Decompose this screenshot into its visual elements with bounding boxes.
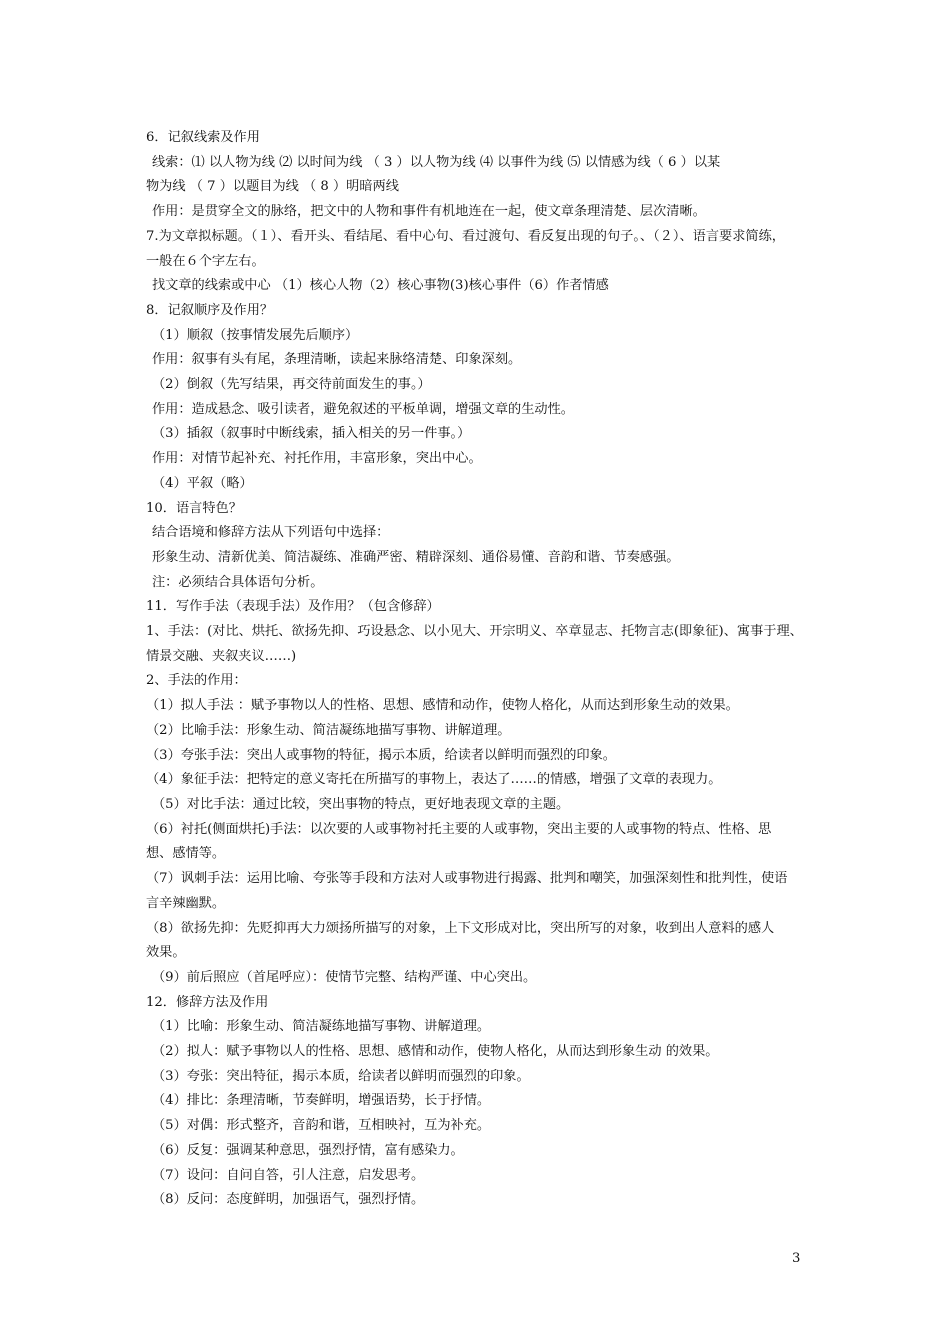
heading-narrative-clue: 6．记叙线索及作用 [146, 130, 260, 145]
list-item-satire-technique-cont: 言辛辣幽默。 [146, 895, 226, 911]
paragraph-language-options: 形象生动、清新优美、简洁凝练、准确严密、精辟深刻、通俗易懂、音韵和谐、节奏感强。 [152, 549, 680, 565]
paragraph-language-note: 注：必须结合具体语句分析。 [152, 574, 324, 590]
list-item-rhetoric-parallelism: （4）排比：条理清晰，节奏鲜明，增强语势，长于抒情。 [152, 1093, 491, 1109]
list-item-foil-technique: （6）衬托(侧面烘托)手法：以次要的人或事物衬托主要的人或事物，突出主要的人或事物的特点、性格、思 [146, 821, 772, 837]
list-item-suppress-praise-technique: （8）欲扬先抑：先贬抑再大力颂扬所描写的对象，上下文形成对比，突出所写的对象，收到出人意料的感人 [146, 920, 775, 936]
list-item-flashback: （2）倒叙（先写结果，再交待前面发生的事。） [152, 377, 431, 393]
paragraph-clue-types-cont: 物为线 （ 7 ）以题目为线 （ 8 ）明暗两线 [146, 179, 399, 195]
list-item-rhetoric-metaphor: （1）比喻：形象生动、简洁凝练地描写事物、讲解道理。 [152, 1019, 491, 1035]
document-body [146, 126, 810, 1213]
page-number: 3 [792, 1251, 801, 1266]
list-item-symbolism-technique: （4）象征手法：把特定的意义寄托在所描写的事物上，表达了……的情感，增强了文章的表现力。 [146, 772, 722, 788]
list-item-satire-technique: （7）讽刺手法：运用比喻、夸张等手段和方法对人或事物进行揭露、批判和嘲笑，加强深刻性和批判性，使语 [146, 871, 788, 887]
list-item-chronological: （1）顺叙（按事情发展先后顺序） [152, 327, 359, 343]
list-item-rhetoric-exaggeration: （3）夸张：突出特征，揭示本质，给读者以鲜明而强烈的印象。 [152, 1068, 530, 1084]
heading-techniques-function: 2、手法的作用： [146, 673, 247, 689]
heading-language-features: 10．语言特色？ [146, 500, 242, 516]
list-item-personification-technique: （1）拟人手法 ：赋予事物以人的性格、思想、感情和动作，使物人格化，从而达到形象生动的效果。 [146, 698, 739, 714]
list-item-contrast-technique: （5）对比手法：通过比较，突出事物的特点，更好地表现文章的主题。 [152, 796, 570, 812]
paragraph-find-clue: 找文章的线索或中心 （1）核心人物（2）核心事物(3)核心事件（6）作者情感 [152, 278, 609, 294]
heading-narrative-order: 8．记叙顺序及作用？ [146, 302, 274, 318]
paragraph-language-choose: 结合语境和修辞方法从下列语句中选择： [152, 525, 390, 541]
paragraph-clue-function: 作用：是贯穿全文的脉络，把文中的人物和事件有机地连在一起，使文章条理清楚、层次清晰。 [152, 204, 706, 220]
paragraph-clue-types: 线索：⑴ 以人物为线 ⑵ 以时间为线 （ 3 ）以人物为线 ⑷ 以事件为线 ⑸ 以情感为线（ 6 ）以某 [152, 154, 721, 170]
list-item-echo-technique: （9）前后照应（首尾呼应）：使情节完整、结构严谨、中心突出。 [152, 969, 537, 985]
paragraph-title-drafting-cont: 一般在６个字左右。 [146, 253, 265, 269]
paragraph-techniques-list: 1、手法：(对比、烘托、欲扬先抑、巧设悬念、以小见大、开宗明义、卒章显志、托物言志(即象征)、寓事于理、 [146, 624, 803, 640]
list-item-rhetoric-antithesis: （5）对偶：形式整齐，音韵和谐，互相映衬，互为补充。 [152, 1118, 491, 1134]
list-item-rhetoric-hypophora: （7）设问：自问自答，引人注意，启发思考。 [152, 1167, 425, 1183]
list-item-rhetoric-rhetorical-question: （8）反问：态度鲜明，加强语气，强烈抒情。 [152, 1192, 425, 1208]
list-item-foil-technique-cont: 想、感情等。 [146, 846, 226, 862]
heading-rhetoric: 12．修辞方法及作用 [146, 994, 269, 1010]
heading-writing-techniques: 11．写作手法（表现手法）及作用？（包含修辞） [146, 599, 440, 615]
paragraph-chronological-function: 作用：叙事有头有尾，条理清晰，读起来脉络清楚、印象深刻。 [152, 352, 522, 368]
list-item-suppress-praise-technique-cont: 效果。 [146, 945, 186, 961]
list-item-parallel: （4）平叙（略） [152, 475, 253, 491]
paragraph-flashback-function: 作用：造成悬念、吸引读者，避免叙述的平板单调，增强文章的生动性。 [152, 401, 574, 417]
list-item-interpolation: （3）插叙（叙事时中断线索，插入相关的另一件事。） [152, 426, 471, 442]
heading-title-drafting: 7.为文章拟标题。（１）、看开头、看结尾、看中心句、看过渡句、看反复出现的句子。、（２）、语言要求简练， [146, 228, 785, 244]
paragraph-techniques-list-cont: 情景交融、夹叙夹议……) [146, 648, 297, 664]
list-item-metaphor-technique: （2）比喻手法：形象生动、简洁凝练地描写事物、讲解道理。 [146, 722, 511, 738]
paragraph-interpolation-function: 作用：对情节起补充、衬托作用，丰富形象，突出中心。 [152, 451, 482, 467]
list-item-rhetoric-personification: （2）拟人：赋予事物以人的性格、思想、感情和动作，使物人格化，从而达到形象生动 的效果。 [152, 1044, 719, 1060]
list-item-rhetoric-repetition: （6）反复：强调某种意思，强烈抒情，富有感染力。 [152, 1142, 464, 1158]
list-item-exaggeration-technique: （3）夸张手法：突出人或事物的特征，揭示本质，给读者以鲜明而强烈的印象。 [146, 747, 616, 763]
